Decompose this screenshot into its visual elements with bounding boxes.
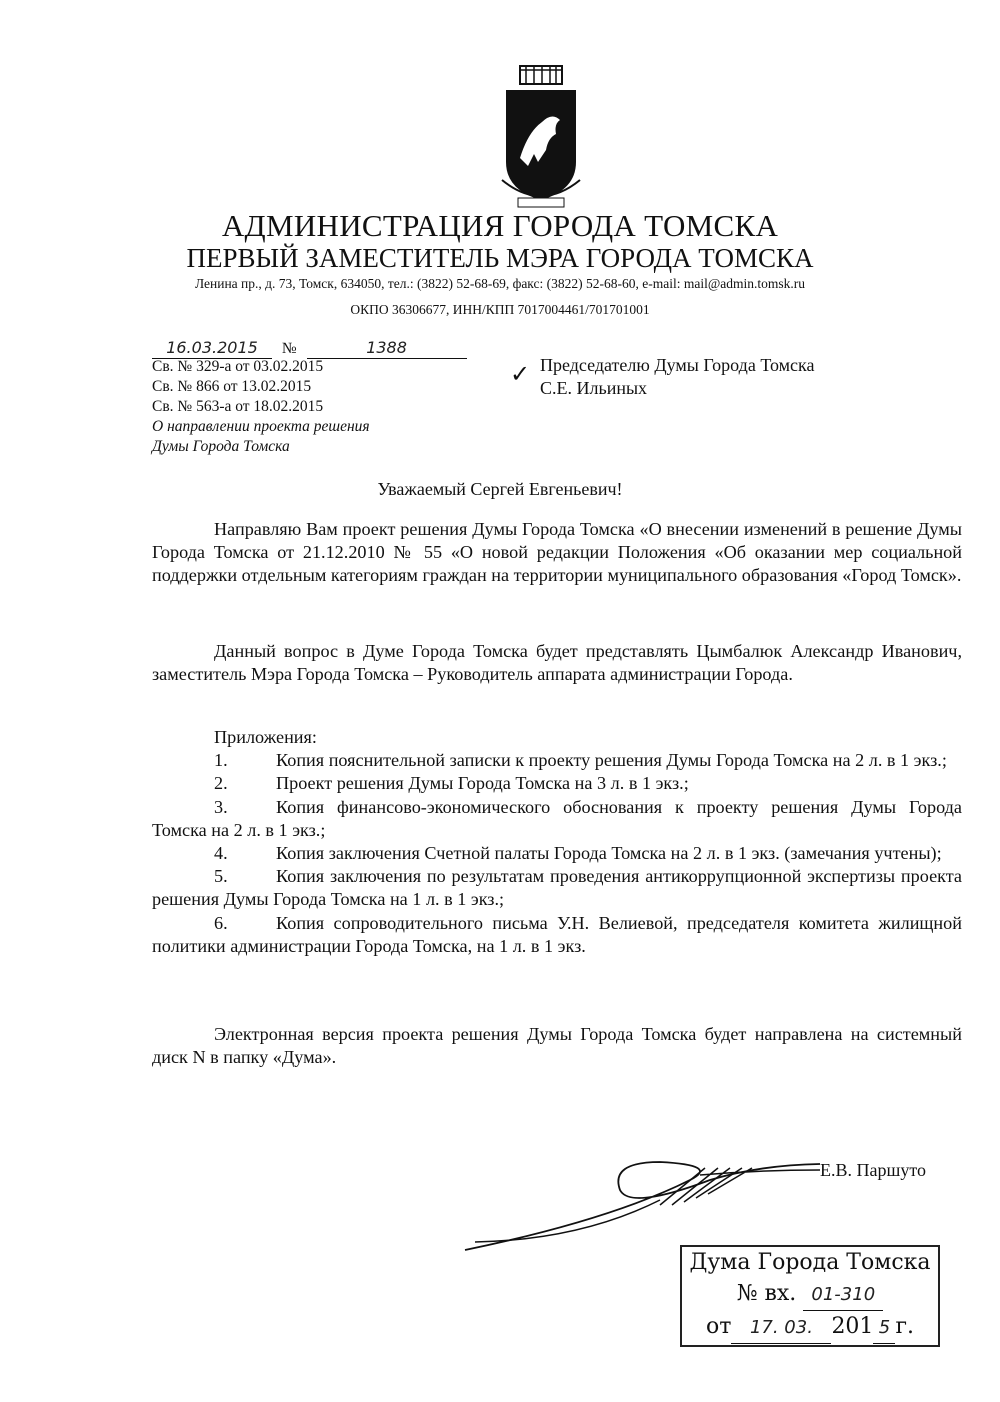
references [152,357,370,457]
closing-paragraph [152,1023,962,1069]
subject-line: О направлении проекта решения [152,418,370,435]
attachment-item: 2. Проект решения Думы Города Томска на 3 л. в 1 экз.; [214,773,689,794]
reg-no-label: № [281,340,297,357]
stamp-in-number-line: № вх. 01-310 [682,1278,938,1311]
paragraph-text: Данный вопрос в Думе Города Томска будет представлять Цымбалюк Александр Иванович, заместитель Мэра Города Томска – Руководитель аппарата администрации Города. [152,641,962,685]
reg-date: 16.03.2015 [152,338,272,359]
attachment-item: 1. Копия пояснительной записки к проекту решения Думы Города Томска на 2 л. в 1 экз.; [214,750,947,771]
incoming-stamp [680,1245,940,1347]
stamp-org: Дума Города Томска [689,1250,931,1275]
salutation: Уважаемый Сергей Евгеньевич! [377,479,623,499]
addressee-name: С.Е. Ильиных [540,378,648,398]
signatory-name: Е.В. Паршуто [820,1160,926,1180]
registration-line [152,338,467,359]
reference: Св. № 329-а от 03.02.2015 [152,358,324,375]
sub-title: ПЕРВЫЙ ЗАМЕСТИТЕЛЬ МЭРА ГОРОДА ТОМСКА [186,243,814,273]
attachment-item: 6. Копия сопроводительного письма У.Н. Велиевой, председателя комитета жилищной политики администрации Города Томска, на 1 л. в 1 экз. [152,912,962,956]
org-title: АДМИНИСТРАЦИЯ ГОРОДА ТОМСКА [221,208,779,243]
addressee [540,354,814,400]
attachment-item: 5. Копия заключения по результатам проведения антикоррупционной экспертизы проекта решения Думы Города Томска на 1 л. в 1 экз.; [152,866,962,910]
attachments [152,726,962,958]
stamp-date-line: от 17. 03. 201 5 г. [682,1311,938,1344]
paragraph-2 [152,640,962,686]
paragraph-1 [152,518,962,588]
reference: Св. № 563-а от 18.02.2015 [152,398,324,415]
attachment-item: 3. Копия финансово-экономического обоснования к проекту решения Думы Города Томска на 2 л. в 1 экз.; [152,796,962,840]
check-mark-icon: ✓ [510,362,531,388]
reg-number: 1388 [307,338,467,359]
paragraph-text: Электронная версия проекта решения Думы Города Томска будет направлена на системный диск N в папку «Дума». [152,1024,962,1068]
org-address: Ленина пр., д. 73, Томск, 634050, тел.: (3822) 52-68-69, факс: (3822) 52-68-60, e-mail: mail@admin.tomsk.ru [194,276,806,291]
reference: Св. № 866 от 13.02.2015 [152,378,312,395]
subject-line: Думы Города Томска [152,438,290,455]
attachments-title: Приложения: [214,727,317,747]
city-emblem [498,62,584,212]
paragraph-text: Направляю Вам проект решения Думы Города Томска «О внесении изменений в решение Думы Города Томска от 21.12.2010 № 55 «О новой редакции Положения «Об оказании мер социальной поддержки отдельным категориям граждан на территории муниципального образования «Город Томск». [152,519,962,586]
attachment-item: 4. Копия заключения Счетной палаты Города Томска на 2 л. в 1 экз. (замечания учтены); [214,843,942,864]
org-codes: ОКПО 36306677, ИНН/КПП 7017004461/701701001 [350,302,650,317]
addressee-title: Председателю Думы Города Томска [540,355,815,375]
